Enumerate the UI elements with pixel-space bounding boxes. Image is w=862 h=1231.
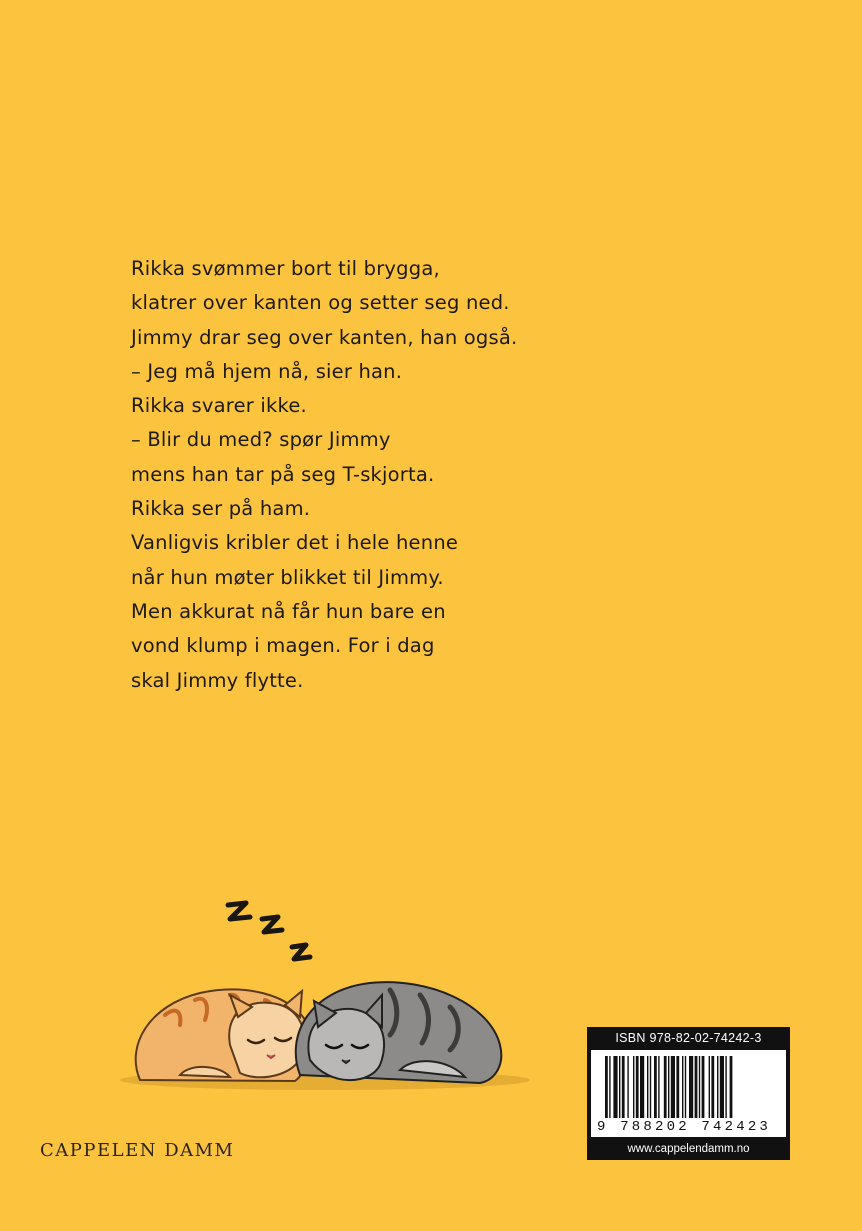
orange-kitten <box>136 989 311 1081</box>
barcode-digits: 9 788202 742423 <box>597 1119 782 1135</box>
barcode-bar <box>689 1056 693 1118</box>
barcode-bar <box>622 1056 625 1118</box>
sleeping-cats-illustration <box>70 895 530 1105</box>
barcode-bar <box>619 1056 620 1118</box>
blurb-text <box>131 252 691 698</box>
blurb-line: Rikka svømmer bort til brygga, <box>131 257 440 280</box>
publisher-logo: CAPPELEN DAMM <box>40 1140 235 1161</box>
blurb-line: skal Jimmy flytte. <box>131 668 304 692</box>
barcode-bar <box>658 1056 659 1118</box>
blurb-line: Men akkurat nå får hun bare en <box>131 599 446 623</box>
barcode-bars <box>591 1050 786 1120</box>
barcode-bar <box>725 1056 726 1118</box>
blurb-line: Rikka svarer ikke. <box>131 394 307 418</box>
blurb-line: – Blir du med? spør Jimmy <box>131 428 391 452</box>
barcode-bar <box>664 1056 667 1118</box>
barcode-bar <box>668 1056 669 1118</box>
barcode-bar <box>654 1056 657 1118</box>
barcode-bar <box>695 1056 698 1118</box>
barcode-bar <box>709 1056 710 1118</box>
barcode-bar <box>647 1056 648 1118</box>
barcode-bar <box>730 1056 733 1118</box>
barcode-bar <box>676 1056 679 1118</box>
blurb-line: når hun møter blikket til Jimmy. <box>131 565 444 589</box>
barcode-bar <box>605 1056 608 1118</box>
blurb-line: mens han tar på seg T-skjorta. <box>131 462 435 486</box>
barcode-bar <box>720 1056 724 1118</box>
blurb-line: Jimmy drar seg over kanten, han også. <box>131 325 518 349</box>
barcode-bar <box>633 1056 634 1118</box>
blurb-line: – Jeg må hjem nå, sier han. <box>131 359 403 383</box>
blurb-line: Rikka ser på ham. <box>131 497 311 521</box>
barcode-bar <box>650 1056 651 1118</box>
publisher-website: www.cappelendamm.no <box>627 1143 750 1155</box>
isbn-barcode-panel <box>587 1027 790 1160</box>
barcode-bar <box>711 1056 714 1118</box>
barcode-bar <box>613 1056 617 1118</box>
barcode-bar <box>627 1056 628 1118</box>
isbn-label: ISBN 978-82-02-74242-3 <box>615 1031 762 1045</box>
blurb-line: vond klump i magen. For i dag <box>131 634 435 658</box>
barcode-bar <box>699 1056 700 1118</box>
barcode-bar <box>717 1056 718 1118</box>
blurb-line: Vanligvis kribler det i hele henne <box>131 531 459 555</box>
barcode-bar <box>702 1056 705 1118</box>
barcode-bar <box>609 1056 610 1118</box>
barcode-bar <box>682 1056 683 1118</box>
sleep-z-icon <box>228 903 310 959</box>
barcode-bar <box>636 1056 639 1118</box>
barcode-bar <box>671 1056 675 1118</box>
barcode-bar <box>685 1056 686 1118</box>
grey-kitten <box>296 982 502 1083</box>
blurb-line: klatrer over kanten og setter seg ned. <box>131 291 510 315</box>
barcode <box>591 1050 786 1137</box>
barcode-bar <box>640 1056 644 1118</box>
